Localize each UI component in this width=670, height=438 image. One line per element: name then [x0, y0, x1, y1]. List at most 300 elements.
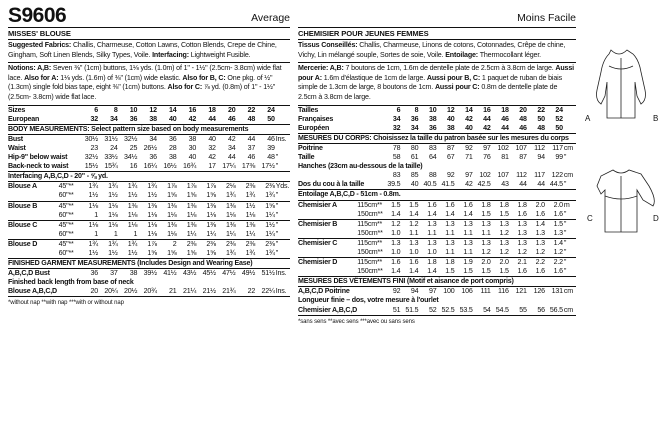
unit-cell: " — [564, 248, 576, 258]
value-cell: 1.1 — [456, 229, 474, 239]
value-cell: 44.5 — [546, 180, 564, 190]
value-cell: 94 — [537, 153, 545, 162]
value-cell: 39½ — [143, 269, 157, 278]
value-cell: 44 — [483, 114, 491, 123]
value-cell: 1.0 — [383, 229, 401, 239]
value-cell: 1.4 — [535, 219, 545, 228]
value-cell: 1⅜ — [206, 220, 216, 229]
value-cell: 56 — [528, 306, 546, 316]
value-cell: 40 — [158, 115, 178, 125]
yardage-row-fr — [298, 267, 576, 277]
value-cell: 1.5 — [456, 267, 474, 277]
row-sublabel — [357, 171, 383, 180]
row-sublabel: 150cm** — [357, 209, 383, 218]
value-cell: 1¾ — [256, 249, 276, 259]
value-cell: 38 — [129, 269, 138, 278]
unit-cell: m — [563, 200, 570, 209]
unit-cell — [276, 115, 290, 125]
row-label: Chemisier D — [298, 258, 338, 267]
row-label: A,B,C,D Poitrine — [298, 287, 350, 296]
body-measurement-row-fr — [298, 153, 576, 162]
finished-bust-row — [8, 269, 290, 279]
value-cell: 2.0 — [499, 258, 509, 267]
pattern-number: S9606 — [8, 4, 67, 27]
unit-cell: " — [564, 210, 576, 220]
row-sublabel — [59, 287, 80, 297]
row-sublabel — [357, 287, 383, 297]
value-cell: 20 — [79, 287, 99, 297]
value-cell: 1¾ — [127, 239, 138, 248]
value-cell: 18 — [501, 105, 509, 114]
value-cell: 42 — [474, 124, 492, 134]
row-label: Européen — [298, 124, 357, 134]
value-cell: 1⅜ — [186, 220, 197, 229]
value-cell: 58 — [392, 153, 401, 162]
row-label — [298, 171, 357, 180]
value-cell: 1¾ — [256, 191, 276, 201]
body-measurement-row-fr — [298, 143, 576, 153]
value-cell: 1⅛ — [88, 220, 98, 229]
value-cell: 32½ — [84, 153, 98, 162]
value-cell: 1.3 — [499, 238, 509, 247]
value-cell: 1.8 — [481, 200, 491, 209]
value-cell: 32 — [383, 124, 401, 134]
finished-back-row-fr — [298, 306, 576, 316]
yardage-row-fr — [298, 200, 576, 210]
unit-cell: " — [276, 230, 290, 240]
blouse-back-sketch — [597, 170, 654, 232]
value-cell: 44 — [492, 124, 510, 134]
value-cell: 44 — [227, 153, 236, 162]
row-label — [8, 249, 59, 259]
row-label — [8, 191, 59, 201]
body-measurement-row — [8, 134, 290, 144]
value-cell: 1⅜ — [245, 220, 256, 229]
value-cell: 1⅛ — [197, 211, 217, 221]
value-cell: 34½ — [124, 153, 138, 162]
value-cell: 1.8 — [499, 200, 509, 209]
value-cell: 80 — [410, 143, 419, 152]
value-cell: 1.5 — [409, 200, 419, 209]
value-cell: 1.1 — [437, 248, 455, 258]
unit-cell: " — [276, 211, 290, 221]
value-cell: 1⅞ — [147, 239, 157, 248]
value-cell: 1.3 — [499, 219, 509, 228]
value-cell: 1⅛ — [138, 230, 158, 240]
row-label: Chemisier A,B,C,D — [298, 305, 358, 314]
value-cell: 10 — [428, 105, 437, 114]
value-cell: 38 — [169, 153, 177, 162]
value-cell: 1.2 — [546, 248, 564, 258]
value-cell: 112 — [516, 171, 527, 180]
value-cell: 1⅝ — [158, 191, 178, 201]
garment-sketches — [583, 0, 670, 240]
value-cell: 2.0 — [553, 200, 563, 209]
value-cell: 23 — [90, 143, 98, 152]
section-heading: Longueur finie – dos, votre mesure à l'ourlet — [298, 296, 439, 305]
section-heading: Finished back length from base of neck — [8, 278, 134, 287]
value-cell: 1¾ — [108, 182, 118, 191]
difficulty-level-fr: Moins Facile — [517, 12, 576, 24]
row-label: Blouse D — [8, 239, 38, 248]
value-cell: 42 — [178, 115, 198, 125]
value-cell: 36 — [90, 269, 98, 278]
value-cell: 1.3 — [445, 238, 455, 247]
value-cell: 1.4 — [419, 267, 437, 277]
value-cell: 50 — [537, 114, 545, 123]
value-cell: 1½ — [99, 191, 119, 201]
value-cell: 1¾ — [88, 239, 98, 248]
row-label: Taille — [298, 153, 315, 162]
unit-cell — [564, 106, 576, 115]
row-sublabel: 60"** — [59, 249, 80, 259]
value-cell: 20 — [519, 105, 527, 114]
value-cell: 36 — [149, 153, 157, 162]
value-cell: 1⅝ — [178, 191, 198, 201]
value-cell: 40.5 — [419, 180, 437, 190]
value-cell: 51 — [383, 306, 401, 316]
value-cell: 2⅜ — [245, 182, 256, 191]
value-cell: 1⅜ — [167, 201, 177, 210]
value-cell: 1.4 — [456, 210, 474, 220]
value-cell: 12 — [447, 105, 455, 114]
value-cell: 1.2 — [474, 248, 492, 258]
value-cell: 1⅛ — [127, 220, 138, 229]
value-cell: 31½ — [104, 134, 118, 143]
value-cell: 40 — [401, 180, 419, 190]
value-cell: 1 — [79, 211, 99, 221]
finished-back-row — [8, 287, 290, 297]
value-cell: 1⅛ — [119, 211, 139, 221]
value-cell: 50 — [256, 115, 276, 125]
value-cell: 121 — [515, 287, 527, 296]
value-cell: 39.5 — [383, 180, 401, 190]
row-sublabel — [59, 269, 80, 279]
value-cell: 2 — [172, 239, 177, 248]
row-sublabel: 115cm** — [357, 200, 383, 209]
value-cell: 1¼ — [236, 230, 256, 240]
value-cell: 34 — [401, 124, 419, 134]
value-cell: 92 — [392, 287, 401, 296]
value-cell: 1.3 — [528, 229, 546, 239]
unit-cell: " — [563, 238, 567, 247]
value-cell: 53.5 — [456, 306, 474, 316]
value-cell: 17½ — [256, 162, 276, 172]
value-cell: 1.5 — [553, 219, 563, 228]
value-cell: 52.5 — [437, 306, 455, 316]
notions-paragraph: Notions: A,B: Seven ⅜" (1cm) buttons, 1⅛ yds. (1.0m) of 1" - 1½" (2.5cm- 3.8cm) wide flat lace. Also for A: 1⅛ yds. (1.6m) of ⅜" (1cm) wide elastic. Also for B, C: One pkg. of ½" (1.3cm) single fold bias tape, eight ⅜" (1cm) buttons. Also for C: ⅞ yd. (0.8m) of 1" - 1½" (2.5cm- 3.8cm) wide flat lace. — [8, 63, 290, 105]
value-cell: 97 — [428, 287, 437, 296]
value-cell: 8 — [113, 105, 118, 114]
row-sublabel — [357, 306, 383, 316]
value-cell: 51½ — [261, 269, 275, 278]
value-cell: 1.1 — [437, 229, 455, 239]
value-cell: 1¾ — [88, 182, 98, 191]
figure-label-d: D — [653, 214, 659, 223]
row-label: Chemisier C — [298, 238, 338, 247]
section-heading: Hanches (23cm au-dessous de la taille) — [298, 162, 423, 171]
value-cell: 1⅛ — [108, 220, 118, 229]
row-label — [298, 267, 357, 277]
value-cell: 1⅜ — [127, 201, 138, 210]
value-cell: 1.4 — [401, 267, 419, 277]
value-cell: 1⅛ — [138, 211, 158, 221]
value-cell: 1.0 — [383, 248, 401, 258]
english-size-table — [8, 106, 290, 298]
value-cell: 22 — [236, 287, 256, 297]
value-cell: 16½ — [158, 162, 178, 172]
value-cell: 76 — [483, 153, 491, 162]
value-cell: 106 — [461, 287, 473, 296]
unit-cell: Ins. — [275, 269, 287, 278]
row-label: Hip-9" below waist — [8, 153, 68, 162]
value-cell: 44 — [197, 115, 217, 125]
row-label — [298, 248, 357, 258]
value-cell: 1⅜ — [225, 220, 236, 229]
value-cell: 1.2 — [391, 219, 401, 228]
body-measurements-heading — [8, 124, 290, 134]
value-cell: 122 — [551, 171, 563, 180]
value-cell: 2⅜ — [186, 239, 197, 248]
difficulty-level: Average — [251, 12, 290, 24]
sizes-row-fr — [298, 106, 576, 115]
row-sublabel: 150cm** — [357, 267, 383, 276]
row-sublabel — [357, 143, 383, 153]
row-label: Blouse A,B,C,D — [8, 287, 57, 296]
value-cell: 40 — [188, 153, 197, 162]
value-cell: 1 — [119, 230, 139, 240]
value-cell: 2.0 — [535, 200, 545, 209]
value-cell: 1¾ — [127, 182, 138, 191]
section-heading: MESURES DU CORPS: Choisissez la taille du patron basée sur les mesures du corps — [298, 133, 576, 143]
value-cell: 1⅛ — [88, 201, 98, 210]
figure-label-c: C — [587, 214, 593, 223]
value-cell: 24 — [110, 143, 118, 152]
body-measurement-row — [8, 153, 290, 162]
unit-cell: cm — [563, 171, 573, 180]
value-cell: 1⅝ — [158, 249, 178, 259]
unit-cell: " — [276, 191, 290, 201]
value-cell: 22 — [537, 105, 545, 114]
row-sublabel — [59, 144, 80, 153]
value-cell: 107 — [497, 171, 509, 180]
value-cell: 1.3 — [463, 238, 473, 247]
value-cell: 1.6 — [528, 210, 546, 220]
value-cell: 1.6 — [463, 200, 473, 209]
unit-cell: " — [563, 219, 567, 228]
value-cell: 43 — [492, 180, 510, 190]
value-cell: 22 — [247, 105, 256, 114]
value-cell: 1⅝ — [138, 249, 158, 259]
yardage-row — [8, 230, 290, 240]
value-cell: 38 — [428, 114, 437, 123]
value-cell: 1⅞ — [206, 182, 216, 191]
yardage-row — [8, 182, 290, 192]
value-cell: 17 — [197, 162, 217, 172]
value-cell: 1.8 — [445, 258, 455, 267]
value-cell: 1.9 — [463, 258, 473, 267]
row-sublabel — [357, 115, 383, 124]
fabrics-paragraph-fr: Tissus Conseillés: Challis, Charmeuse, Linons de cotons, Cotonnades, Crêpe de chine, Vichy, Lin mélangé souple, Sortes de soie, Voile. Entoilage: Thermocollant léger. — [298, 40, 576, 63]
value-cell: 41.5 — [437, 180, 455, 190]
interfacing-row — [8, 172, 290, 182]
finished-measurements-heading-fr — [298, 277, 576, 287]
section-heading: Entoilage A,B,C,D - 51cm - 0.8m. — [298, 190, 576, 200]
unit-cell: " — [563, 153, 567, 162]
value-cell: 1.3 — [481, 238, 491, 247]
value-cell: 1¼ — [256, 230, 276, 240]
row-label: Blouse B — [8, 201, 38, 210]
unit-cell: " — [564, 180, 576, 190]
row-label: Sizes — [8, 105, 26, 114]
value-cell: 49½ — [241, 269, 256, 278]
value-cell: 48 — [528, 124, 546, 134]
value-cell: 1.1 — [456, 248, 474, 258]
value-cell: 51.5 — [401, 306, 419, 316]
row-sublabel: 45"** — [58, 182, 74, 191]
european-sizes-row — [8, 115, 290, 125]
value-cell: 1.4 — [383, 210, 401, 220]
value-cell: 1⅝ — [265, 201, 275, 210]
value-cell: 1.3 — [481, 219, 491, 228]
value-cell: 1⅝ — [178, 249, 198, 259]
value-cell: 1.6 — [427, 200, 437, 209]
value-cell: 1.2 — [528, 248, 546, 258]
value-cell: 1.5 — [492, 210, 510, 220]
value-cell: 34 — [227, 143, 236, 152]
yardage-row — [8, 201, 290, 211]
value-cell: 2.2 — [535, 258, 545, 267]
value-cell: 1½ — [99, 249, 119, 259]
row-sublabel — [59, 115, 80, 125]
value-cell: 1¾ — [217, 191, 237, 201]
body-measurements-heading-fr — [298, 133, 576, 143]
unit-cell: " — [276, 162, 290, 172]
section-heading: MESURES DES VÊTEMENTS FINI (Motif et aisance de port compris) — [298, 277, 576, 287]
value-cell: 1.3 — [535, 238, 545, 247]
value-cell: 1¼ — [197, 230, 217, 240]
value-cell: 28 — [169, 143, 177, 152]
row-sublabel — [59, 134, 80, 144]
value-cell: 1.0 — [419, 248, 437, 258]
row-sublabel: 115cm** — [357, 258, 383, 267]
value-cell: 1 — [79, 230, 99, 240]
value-cell: 25 — [129, 143, 138, 152]
unit-cell: cm — [563, 143, 573, 152]
value-cell: 16 — [188, 105, 197, 114]
value-cell: 1.1 — [419, 229, 437, 239]
value-cell: 1¼ — [217, 230, 237, 240]
value-cell: 37 — [247, 143, 256, 152]
value-cell: 14 — [169, 105, 177, 114]
row-label: Poitrine — [298, 143, 323, 152]
value-cell: 1⅜ — [225, 201, 236, 210]
row-label: Back-neck to waist — [8, 162, 79, 172]
value-cell: 45½ — [202, 269, 216, 278]
value-cell: 1.3 — [510, 229, 528, 239]
value-cell: 48 — [236, 115, 256, 125]
value-cell: 116 — [498, 287, 509, 296]
entoilage-row — [298, 190, 576, 200]
value-cell: 94 — [410, 287, 419, 296]
value-cell: 1.6 — [409, 258, 419, 267]
value-cell: 1⅜ — [206, 201, 216, 210]
value-cell: 1⅜ — [167, 220, 177, 229]
value-cell: 16 — [119, 162, 139, 172]
row-label: Blouse A — [8, 182, 37, 191]
value-cell: 48 — [267, 153, 275, 162]
value-cell: 1.6 — [528, 267, 546, 277]
hanches-heading — [298, 162, 576, 171]
row-label: A,B,C,D Bust — [8, 269, 50, 278]
value-cell: 42 — [465, 114, 473, 123]
value-cell: 1.3 — [517, 238, 527, 247]
value-cell: 52 — [555, 114, 563, 123]
row-label: Françaises — [298, 114, 334, 123]
finished-back-heading — [8, 278, 290, 287]
value-cell: 38 — [437, 124, 455, 134]
finished-measurements-heading — [8, 259, 290, 269]
value-cell: 2⅜ — [265, 182, 275, 191]
value-cell: 92 — [447, 171, 455, 180]
value-cell: 1.2 — [510, 248, 528, 258]
value-cell: 1.2 — [409, 219, 419, 228]
value-cell: 20¼ — [99, 287, 119, 297]
value-cell: 34 — [99, 115, 119, 125]
unit-cell: " — [564, 229, 576, 239]
value-cell: 10 — [129, 105, 138, 114]
blouse-front-sketch — [597, 50, 646, 118]
value-cell: 34 — [392, 114, 401, 123]
value-cell: 41½ — [163, 269, 177, 278]
value-cell: 111 — [480, 287, 491, 296]
value-cell: 21¾ — [217, 287, 237, 297]
section-heading: BODY MEASUREMENTS: Select pattern size based on body measurements — [8, 124, 290, 134]
value-cell: 1½ — [119, 249, 139, 259]
value-cell: 16 — [483, 105, 491, 114]
value-cell: 1½ — [265, 220, 275, 229]
value-cell: 2⅜ — [225, 239, 236, 248]
value-cell: 1.4 — [437, 210, 455, 220]
row-sublabel — [357, 153, 383, 162]
value-cell: 37 — [110, 269, 118, 278]
value-cell: 40 — [208, 134, 216, 143]
value-cell: 18 — [208, 105, 216, 114]
value-cell: 17⅜ — [236, 162, 256, 172]
value-cell: 1⅜ — [147, 201, 157, 210]
value-cell: 46 — [501, 114, 509, 123]
row-sublabel: 115cm** — [357, 238, 383, 247]
hanches-row — [298, 171, 576, 180]
value-cell: 38 — [188, 134, 197, 143]
value-cell: 1⅜ — [186, 201, 197, 210]
value-cell: 48 — [519, 114, 527, 123]
garment-title-fr: CHEMISIER POUR JEUNES FEMMES — [298, 28, 576, 40]
value-cell: 39 — [267, 143, 275, 152]
row-sublabel: 150cm** — [357, 247, 383, 256]
value-cell: 1.3 — [391, 238, 401, 247]
unit-cell: Ins. — [276, 287, 290, 297]
dos-row — [298, 180, 576, 190]
unit-cell: " — [275, 153, 279, 162]
value-cell: 32 — [79, 115, 99, 125]
row-label: Waist — [8, 143, 26, 152]
value-cell: 56.5 — [546, 306, 564, 316]
value-cell: 1¾ — [108, 239, 118, 248]
value-cell: 92 — [465, 143, 473, 152]
unit-cell: Ins. — [275, 134, 287, 143]
unit-cell: cm — [564, 306, 576, 316]
